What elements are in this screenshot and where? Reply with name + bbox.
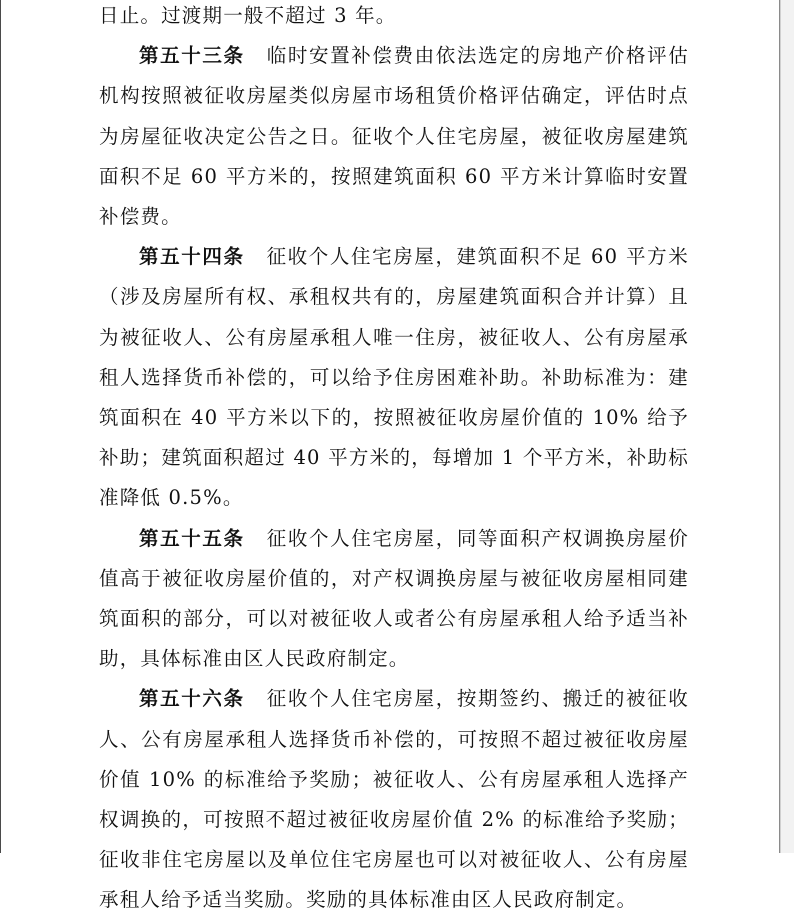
article-text: 征收个人住宅房屋，同等面积产权调换房屋价值高于被征收房屋价值的，对产权调换房屋与被征收房屋相同建筑面积的部分，可以对被征收人或者公有房屋承租人给予适当补助，具体标准由区人民政府制定。 [99, 526, 689, 671]
article-heading: 第五十四条 [139, 245, 245, 269]
article-55 [99, 519, 689, 680]
article-56 [99, 679, 689, 920]
paragraph-continuation [99, 0, 689, 36]
article-text: 征收个人住宅房屋，按期签约、搬迁的被征收人、公有房屋承租人选择货币补偿的，可按照不超过被征收房屋价值 10% 的标准给予奖励；被征收人、公有房屋承租人选择产权调换的，可按照不超过被征收房屋价值 2% 的标准给予奖励；征收非住宅房屋以及单位住宅房屋也可以对被征收人、公有房屋承租人给予适当奖励。奖励的具体标准由区人民政府制定。 [99, 687, 689, 912]
paragraph-text: 日止。过渡期一般不超过 3 年。 [99, 4, 397, 27]
article-text: 征收个人住宅房屋，建筑面积不足 60 平方米（涉及房屋所有权、承租权共有的，房屋建筑面积合并计算）且为被征收人、公有房屋承租人唯一住房，被征收人、公有房屋承租人选择货币补偿的，可以给予住房困难补助。补助标准为：建筑面积在 40 平方米以下的，按照被征收房屋价值的 10% 给予补助；建筑面积超过 40 平方米的，每增加 1 个平方米，补助标准降低 0.5%。 [99, 245, 689, 510]
article-heading: 第五十六条 [139, 687, 245, 711]
article-54 [99, 237, 689, 518]
scrollbar-gutter[interactable] [780, 0, 794, 853]
document-body [99, 0, 689, 921]
article-heading: 第五十五条 [139, 526, 245, 550]
article-heading: 第五十三条 [139, 44, 245, 68]
article-text: 临时安置补偿费由依法选定的房地产价格评估机构按照被征收房屋类似房屋市场租赁价格评估确定，评估时点为房屋征收决定公告之日。征收个人住宅房屋，被征收房屋建筑面积不足 60 平方米的，按照建筑面积 60 平方米计算临时安置补偿费。 [99, 44, 689, 229]
article-53 [99, 36, 689, 237]
